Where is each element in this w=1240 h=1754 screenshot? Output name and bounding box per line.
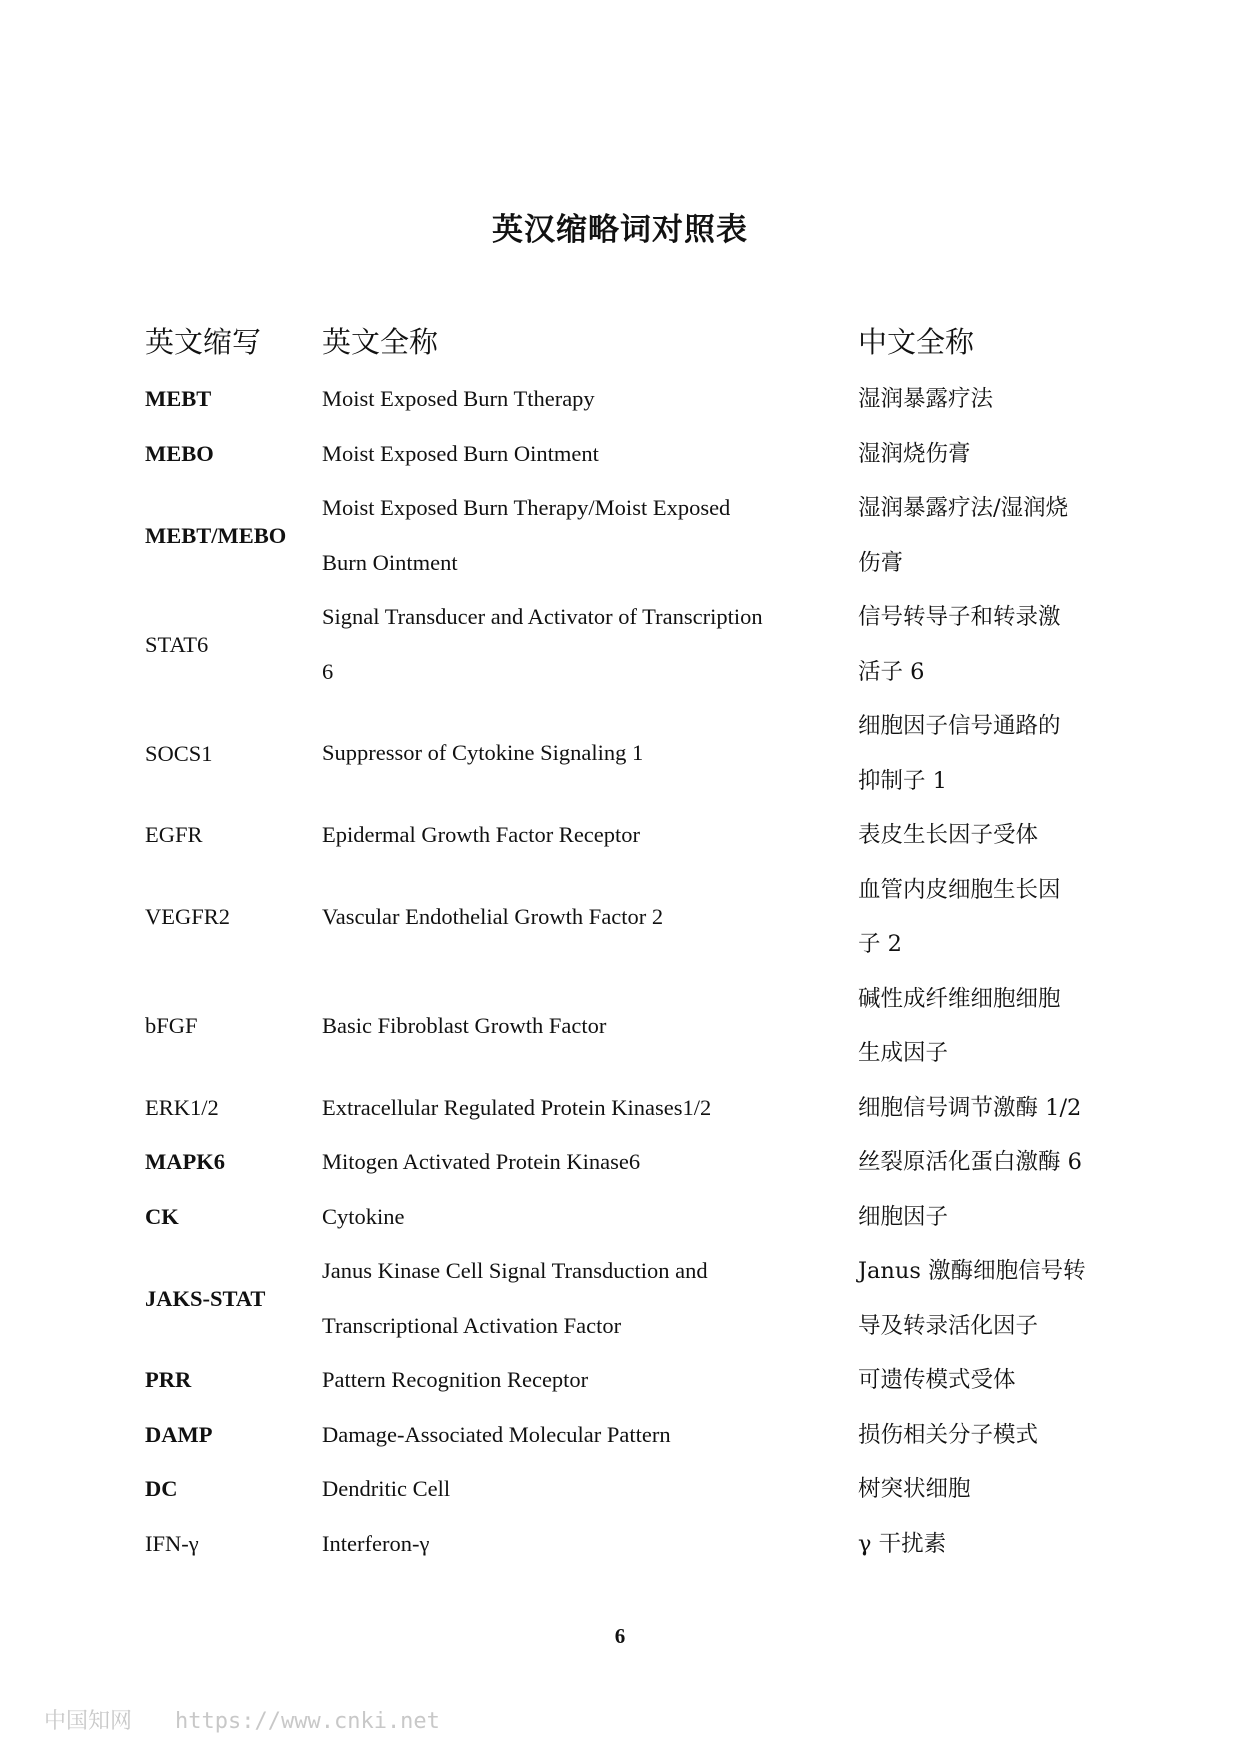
full-cn-cell — [858, 590, 1105, 699]
full-cn-cell — [858, 1081, 1105, 1136]
full-cn-line: 子 2 — [858, 931, 902, 957]
full-cn-line: 抑制子 1 — [858, 767, 947, 794]
table-row — [145, 1244, 1105, 1353]
full-cn-cell — [858, 372, 1105, 427]
full-cn-line: 损伤相关分子模式 — [858, 1421, 1039, 1448]
table-body — [145, 372, 1105, 1571]
full-cn-cell — [858, 808, 1105, 863]
full-en-line: Burn Ointment — [322, 549, 458, 575]
abbr-cell: MEBT — [145, 386, 212, 412]
full-en-line: Pattern Recognition Receptor — [322, 1367, 589, 1392]
watermark-name: 中国知网 — [44, 1709, 133, 1734]
abbr-cell: STAT6 — [145, 631, 209, 657]
full-en-line: Extracellular Regulated Protein Kinases1/2 — [322, 1094, 712, 1120]
full-cn-line: 可遗传模式受体 — [858, 1367, 1016, 1393]
full-cn-cell — [858, 1353, 1105, 1408]
full-cn-line: 伤膏 — [858, 549, 904, 576]
watermark — [44, 1704, 440, 1735]
abbr-cell: PRR — [145, 1367, 192, 1393]
table-row — [145, 427, 1105, 482]
table-row — [145, 863, 1105, 972]
full-en-line: Transcriptional Activation Factor — [322, 1312, 622, 1338]
table-row — [145, 699, 1105, 808]
full-cn-cell — [858, 1190, 1105, 1245]
table-row — [145, 1135, 1105, 1190]
full-en-cell — [322, 808, 858, 863]
full-cn-cell — [858, 481, 1105, 590]
abbr-cell: bFGF — [145, 1013, 198, 1038]
full-cn-cell — [858, 1408, 1105, 1463]
full-en-line: Suppressor of Cytokine Signaling 1 — [322, 740, 644, 766]
table-row — [145, 1081, 1105, 1136]
full-cn-line: 血管内皮细胞生长因 — [858, 876, 1061, 903]
full-cn-line: 导及转录活化因子 — [858, 1312, 1039, 1339]
abbr-cell: DAMP — [145, 1421, 213, 1447]
table-row — [145, 1353, 1105, 1408]
abbr-cell: DC — [145, 1476, 178, 1502]
table-row — [145, 372, 1105, 427]
abbr-cell: CK — [145, 1203, 179, 1229]
full-cn-line: 表皮生长因子受体 — [858, 822, 1039, 848]
full-en-cell — [322, 890, 858, 945]
header-full-en: 英文全称 — [322, 325, 439, 359]
full-cn-cell — [858, 1244, 1105, 1353]
abbr-cell: MEBO — [145, 440, 214, 466]
full-en-cell — [322, 1408, 858, 1463]
full-cn-cell — [858, 1135, 1105, 1190]
full-en-cell — [322, 372, 858, 427]
full-cn-cell — [858, 1462, 1105, 1517]
table-row — [145, 481, 1105, 590]
full-en-line: Epidermal Growth Factor Receptor — [322, 822, 641, 847]
full-en-cell — [322, 1462, 858, 1517]
abbreviation-table — [145, 312, 1105, 1571]
full-en-line: Signal Transducer and Activator of Transcription — [322, 604, 763, 629]
full-en-line: Mitogen Activated Protein Kinase6 — [322, 1149, 641, 1174]
full-cn-line: 湿润暴露疗法 — [858, 386, 994, 412]
full-en-cell — [322, 1244, 858, 1353]
table-row — [145, 1517, 1105, 1572]
full-cn-line: 生成因子 — [858, 1040, 949, 1066]
full-cn-cell — [858, 1517, 1105, 1572]
abbr-cell: MEBT/MEBO — [145, 522, 287, 548]
full-en-line: Basic Fibroblast Growth Factor — [322, 1012, 607, 1038]
full-cn-line: 湿润暴露疗法/湿润烧 — [858, 495, 1069, 521]
table-row — [145, 1190, 1105, 1245]
full-en-line: Janus Kinase Cell Signal Transduction and — [322, 1258, 708, 1283]
full-en-line: Damage-Associated Molecular Pattern — [322, 1421, 671, 1447]
full-en-cell — [322, 1081, 858, 1136]
full-cn-line: 碱性成纤维细胞细胞 — [858, 985, 1061, 1012]
full-cn-line: 树突状细胞 — [858, 1476, 971, 1502]
full-en-cell — [322, 1517, 858, 1572]
full-cn-line: 细胞信号调节激酶 1/2 — [858, 1094, 1082, 1121]
table-header — [145, 312, 1105, 372]
full-cn-line: 细胞因子 — [858, 1203, 949, 1230]
full-en-line: Vascular Endothelial Growth Factor 2 — [322, 903, 664, 929]
abbr-cell: JAKS-STAT — [145, 1285, 266, 1311]
page-title: 英汉缩略词对照表 — [492, 212, 748, 248]
full-en-line: Dendritic Cell — [322, 1476, 451, 1501]
full-en-line: Moist Exposed Burn Ttherapy — [322, 386, 595, 411]
header-full-cn: 中文全称 — [858, 325, 975, 359]
full-en-cell — [322, 1135, 858, 1190]
full-en-line: Moist Exposed Burn Therapy/Moist Exposed — [322, 495, 731, 520]
abbr-cell: IFN-γ — [145, 1530, 199, 1556]
full-cn-cell — [858, 699, 1105, 808]
watermark-url: https://www.cnki.net — [175, 1709, 440, 1734]
abbr-cell: EGFR — [145, 822, 203, 848]
abbr-cell: SOCS1 — [145, 740, 213, 766]
full-cn-line: 细胞因子信号通路的 — [858, 713, 1061, 739]
table-row — [145, 808, 1105, 863]
full-en-cell — [322, 481, 858, 590]
table-row — [145, 1462, 1105, 1517]
full-en-cell — [322, 726, 858, 781]
full-en-cell — [322, 999, 858, 1054]
full-cn-line: Janus 激酶细胞信号转 — [858, 1258, 1086, 1284]
full-en-cell — [322, 427, 858, 482]
table-row — [145, 590, 1105, 699]
table-row — [145, 972, 1105, 1081]
abbr-cell: VEGFR2 — [145, 904, 231, 929]
full-cn-cell — [858, 863, 1105, 972]
full-en-cell — [322, 590, 858, 699]
full-en-cell — [322, 1353, 858, 1408]
full-cn-cell — [858, 972, 1105, 1081]
full-en-line: Cytokine — [322, 1203, 405, 1229]
full-en-cell — [322, 1190, 858, 1245]
full-en-line: Moist Exposed Burn Ointment — [322, 440, 599, 466]
full-cn-line: 湿润烧伤膏 — [858, 440, 971, 467]
page-number: 6 — [614, 1624, 626, 1648]
table-row — [145, 1408, 1105, 1463]
full-cn-cell — [858, 427, 1105, 482]
full-cn-line: 活子 6 — [858, 658, 925, 685]
header-abbr: 英文缩写 — [145, 325, 262, 359]
full-cn-line: γ 干扰素 — [858, 1530, 947, 1557]
full-cn-line: 信号转导子和转录激 — [858, 604, 1061, 630]
abbr-cell: ERK1/2 — [145, 1094, 219, 1120]
full-en-line: 6 — [322, 658, 334, 684]
full-cn-line: 丝裂原活化蛋白激酶 6 — [858, 1149, 1082, 1175]
full-en-line: Interferon-γ — [322, 1530, 430, 1556]
abbr-cell: MAPK6 — [145, 1149, 225, 1175]
